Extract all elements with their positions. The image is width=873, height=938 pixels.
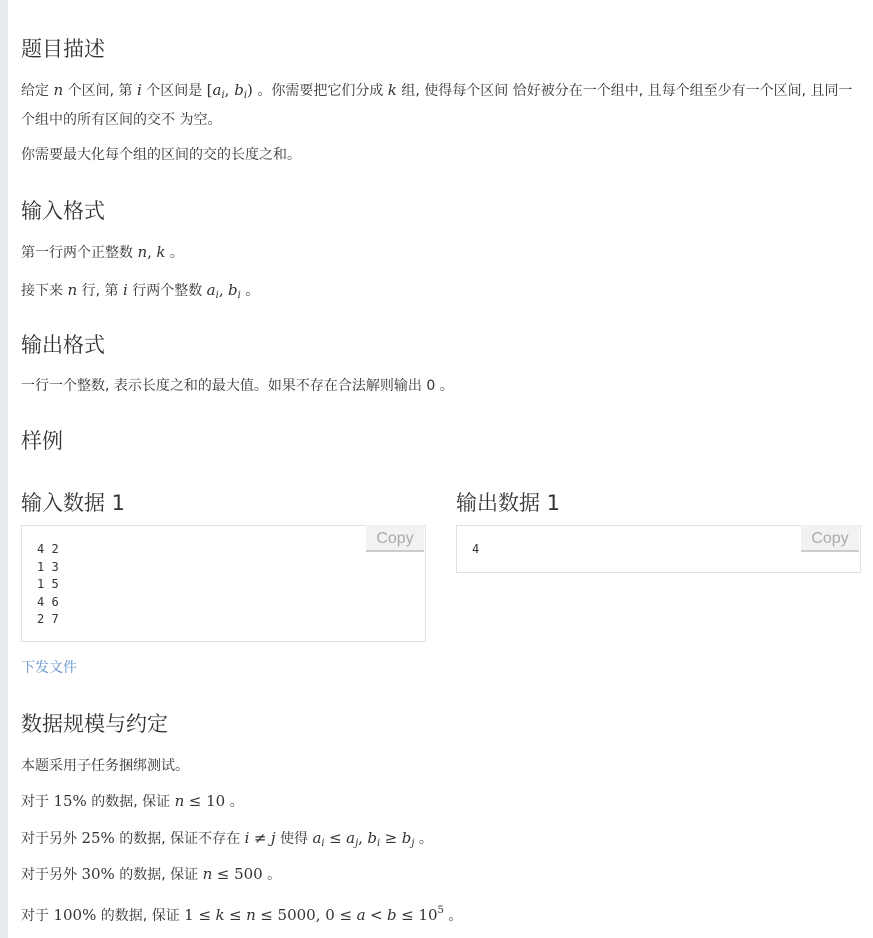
sample-input-title: 输入数据 1	[21, 491, 126, 515]
left-border-bar	[0, 0, 8, 938]
math-n: n	[53, 81, 64, 99]
description-paragraph-2: 你需要最大化每个组的区间的交的长度之和。	[21, 147, 301, 163]
output-format-line-1: 一行一个整数, 表示长度之和的最大值。如果不存在合法解则输出 0 。	[21, 378, 454, 394]
input-format-heading: 输入格式	[21, 199, 105, 223]
constraints-heading: 数据规模与约定	[21, 712, 168, 736]
sample-output-text: 4	[472, 542, 480, 556]
description-paragraph-1: 给定 n 个区间, 第 i 个区间是 [$a_i$, $b_i$) 。你需要把它们分成 k 组, 使得每个区间 恰好被分在一个组中, 且每个组至少有一个区间, 且同一个组中的所有区间的交不 为空。	[21, 81, 853, 128]
math-k: k	[387, 81, 397, 99]
constraints-line-1: 本题采用子任务捆绑测试。	[21, 758, 189, 774]
copy-output-button[interactable]: Copy	[801, 525, 859, 552]
math-i: i	[136, 81, 142, 99]
sample-output-title: 输出数据 1	[456, 491, 561, 515]
sample-input-box[interactable]	[21, 525, 426, 642]
samples-heading: 样例	[21, 429, 63, 453]
input-format-line-2: 接下来 n 行, 第 i 行两个整数 $a_i$, $b_i$ 。	[21, 281, 260, 301]
copy-input-button[interactable]: Copy	[366, 525, 424, 552]
constraints-line-3: 对于另外 25% 的数据, 保证不存在 i ≠ j 使得 $a_i \le a_j$, $b_i \ge b_j$ 。	[21, 829, 433, 849]
sample-output-box[interactable]	[456, 525, 861, 573]
input-format-line-1: 第一行两个正整数 n, k 。	[21, 243, 184, 261]
constraints-line-2: 对于 15% 的数据, 保证 n ≤ 10 。	[21, 792, 244, 810]
description-heading: 题目描述	[21, 37, 105, 61]
constraints-line-5: 对于 100% 的数据, 保证 1 ≤ k ≤ n ≤ 5000, $0 \le a < b \le 10^5$ 。	[21, 905, 463, 924]
math-interval: [$a_i$, $b_i$)	[206, 81, 253, 101]
sample-input-text: 4 2 1 3 1 5 4 6 2 7	[37, 542, 59, 626]
download-files-link[interactable]: 下发文件	[21, 660, 77, 676]
constraints-line-4: 对于另外 30% 的数据, 保证 n ≤ 500 。	[21, 865, 282, 883]
output-format-heading: 输出格式	[21, 333, 105, 357]
